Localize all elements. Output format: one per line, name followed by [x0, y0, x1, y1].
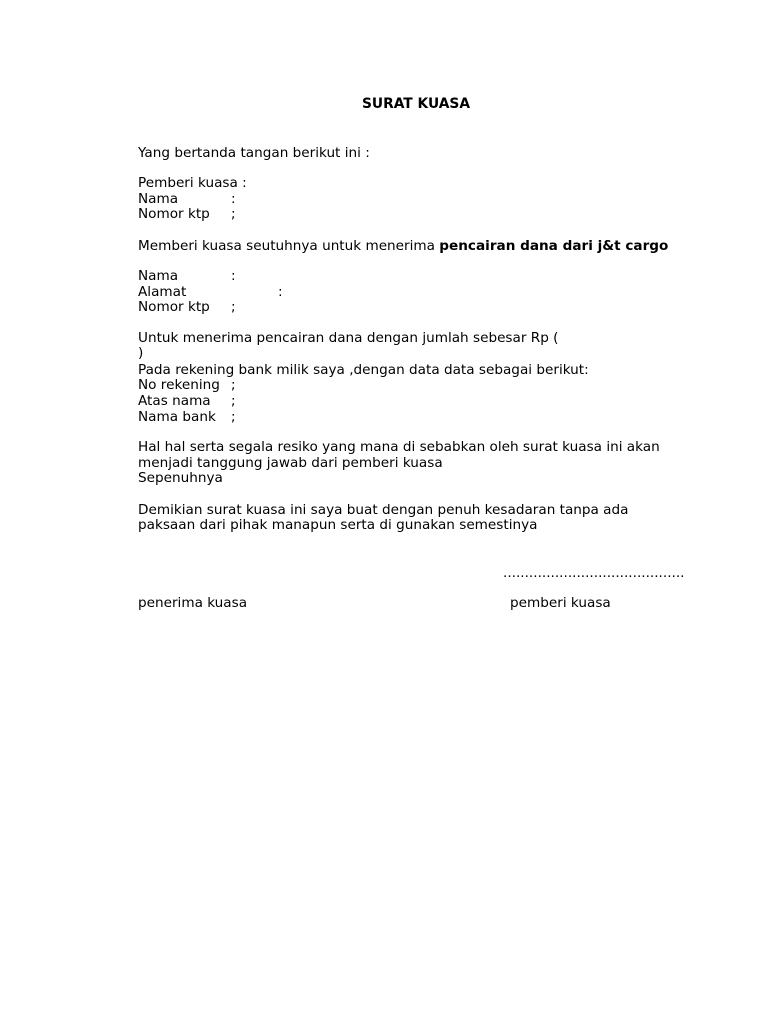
bank-account-label: No rekening — [138, 377, 220, 393]
grantee-name-label: Nama — [138, 268, 179, 284]
grantor-signature-label: pemberi kuasa — [510, 595, 611, 611]
grantor-name-separator: : — [231, 191, 236, 207]
liability-line-1: Hal hal serta segala resiko yang mana di sebabkan oleh surat kuasa ini akan — [138, 439, 660, 455]
bank-name-label: Nama bank — [138, 409, 216, 425]
grantee-id-label: Nomor ktp — [138, 299, 210, 315]
amount-line-1: Untuk menerima pencairan dana dengan jumlah sebesar Rp ( — [138, 330, 559, 346]
bank-intro: Pada rekening bank milik saya ,dengan data data sebagai berikut: — [138, 362, 589, 378]
mandate-line — [138, 238, 668, 254]
bank-account-separator: ; — [231, 377, 236, 393]
grantee-name-separator: : — [231, 268, 236, 284]
liability-line-2: menjadi tanggung jawab dari pemberi kuasa — [138, 455, 443, 471]
closing-line-2: paksaan dari pihak manapun serta di gunakan semestinya — [138, 517, 538, 533]
opening-line: Yang bertanda tangan berikut ini : — [138, 145, 370, 161]
grantor-name-label: Nama — [138, 191, 179, 207]
bank-name-separator: ; — [231, 409, 236, 425]
document-title: SURAT KUASA — [361, 96, 471, 112]
grantee-address-label: Alamat — [138, 284, 187, 300]
amount-line-2: ) — [138, 345, 144, 361]
signature-dots: .......................................... — [503, 565, 685, 581]
grantee-address-separator: : — [278, 284, 283, 300]
closing-line-1: Demikian surat kuasa ini saya buat dengan penuh kesadaran tanpa ada — [138, 502, 629, 518]
liability-line-3: Sepenuhnya — [138, 470, 223, 486]
grantor-heading: Pemberi kuasa : — [138, 175, 247, 191]
bank-holder-label: Atas nama — [138, 393, 211, 409]
grantor-id-label: Nomor ktp — [138, 206, 210, 222]
mandate-emphasis: pencairan dana dari j&t cargo — [439, 238, 669, 254]
grantee-signature-label: penerima kuasa — [138, 595, 248, 611]
grantee-id-separator: ; — [231, 299, 236, 315]
bank-holder-separator: ; — [231, 393, 236, 409]
grantor-id-separator: ; — [231, 206, 236, 222]
mandate-text: Memberi kuasa seutuhnya untuk menerima — [138, 238, 440, 254]
